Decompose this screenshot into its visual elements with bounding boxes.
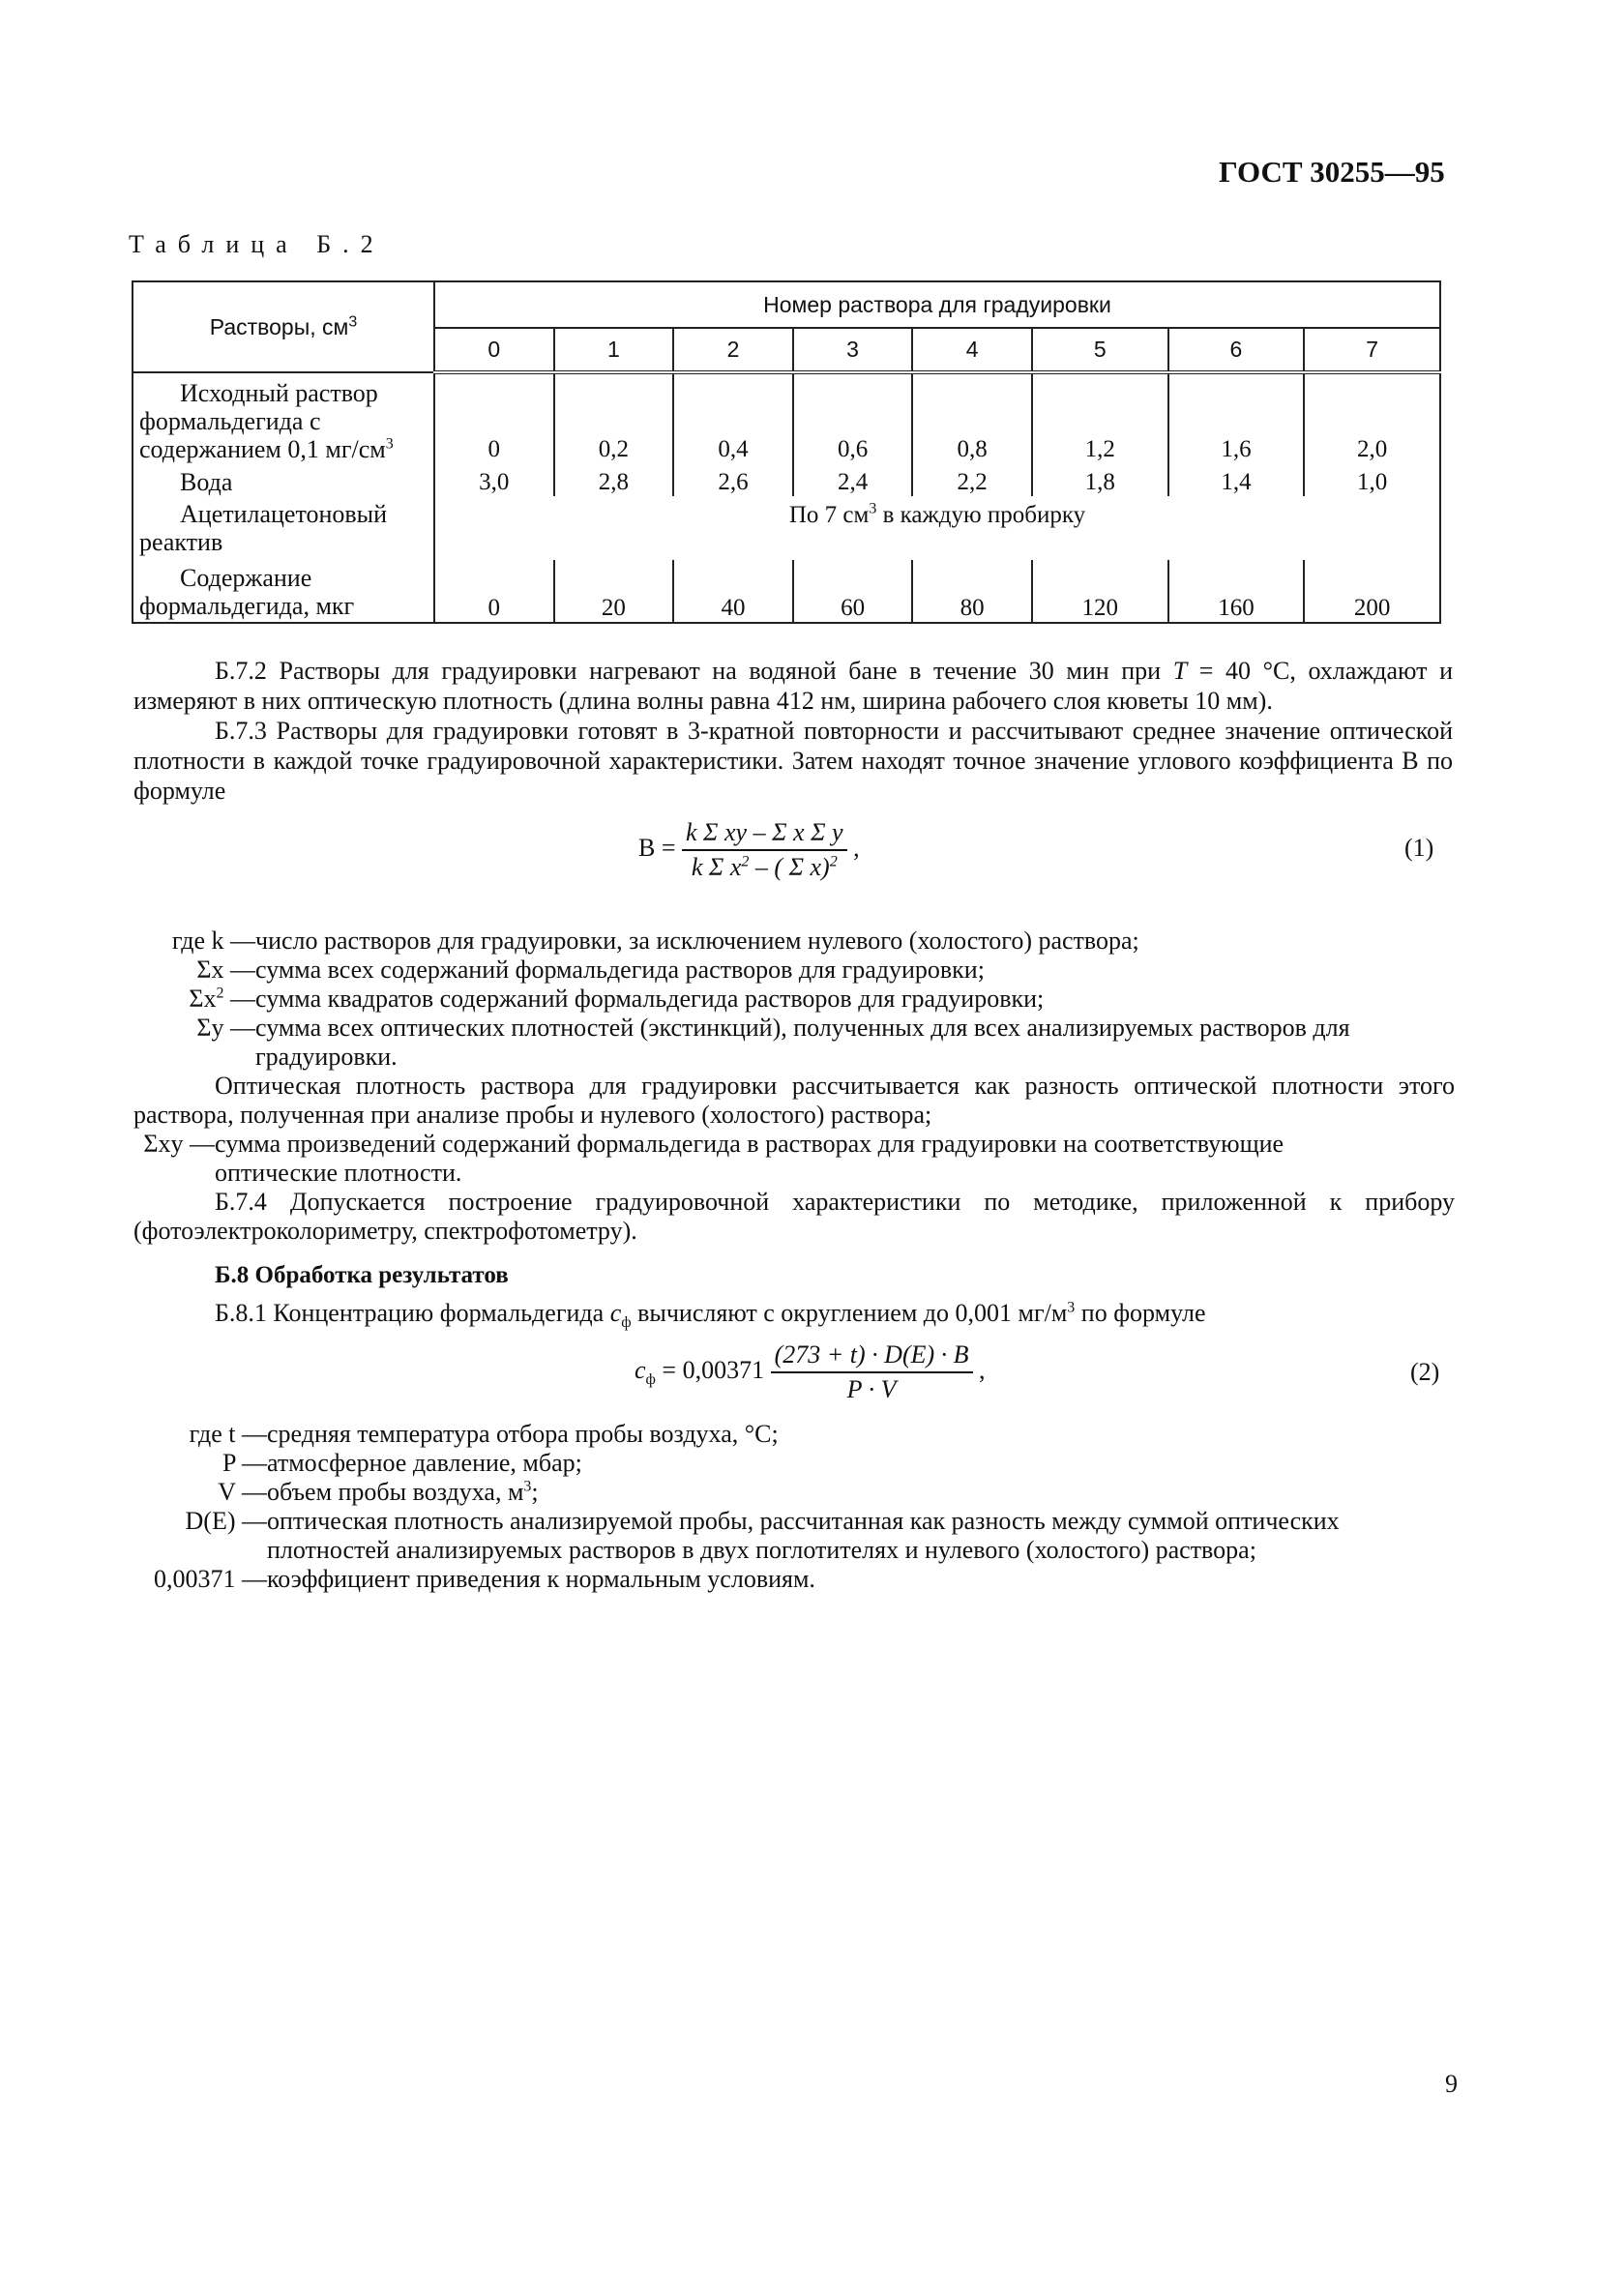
cell: 0 xyxy=(434,560,554,623)
table-row xyxy=(133,560,1440,623)
paragraph-optical: Оптическая плотность раствора для градуировки рассчитывается как разность оптической плотности этого раствора, полученная при анализе пробы и нулевого (холостого) раствора; xyxy=(133,1072,1455,1129)
formula-1: B = $\frac{\text{k Σ xy – Σ x Σ y}}{k \Sigma x^2 - ( \Sigma x)^2}$ , xyxy=(638,818,860,881)
cell: 0,4 xyxy=(673,372,793,463)
table-title: Таблица Б.2 xyxy=(129,230,385,258)
definition-v: V — объем пробы воздуха, $м^3$; xyxy=(218,1478,539,1506)
definition-sum-y: Σy — сумма всех оптических плотностей (экстинкций), полученных для всех анализируемых растворов для градуировки. xyxy=(196,1014,1350,1071)
paragraph-b74: Б.7.4 Допускается построение градуировочной характеристики по методике, приложенной к прибору (фотоэлектроколориметру, спектрофотометру). xyxy=(133,1188,1455,1245)
row-label-reagent: Ацетилацетоновый реактив xyxy=(133,496,434,560)
col-header-7: 7 xyxy=(1304,328,1440,372)
row-label-water: Вода xyxy=(133,463,434,496)
definitions-1 xyxy=(133,927,1455,1246)
cell: 2,0 xyxy=(1304,372,1440,463)
cell: 1,8 xyxy=(1032,463,1168,496)
header-solutions: Растворы, $см^3$ xyxy=(133,281,434,372)
col-header-2: 2 xyxy=(673,328,793,372)
col-header-1: 1 xyxy=(554,328,674,372)
definition-k: где k — число растворов для градуировки, за исключением нулевого (холостого) раствора; xyxy=(171,927,1139,955)
formula-1-number: (1) xyxy=(1404,834,1434,862)
document-id: ГОСТ 30255—95 xyxy=(1219,155,1445,189)
cell: 60 xyxy=(793,560,913,623)
definition-t: где t — средняя температура отбора пробы воздуха, °С; xyxy=(189,1420,779,1448)
table-row xyxy=(133,496,1440,560)
formula-2: $с_ф = 0,00371$ $\frac{(273 + t) \cdot D(E) \cdot B}{P \cdot V}$ , xyxy=(635,1340,986,1403)
cell: 200 xyxy=(1304,560,1440,623)
cell: 0,2 xyxy=(554,372,674,463)
col-header-6: 6 xyxy=(1168,328,1305,372)
cell: 120 xyxy=(1032,560,1168,623)
header-group: Номер раствора для градуировки xyxy=(434,281,1440,328)
cell: 0,8 xyxy=(912,372,1032,463)
cell: 1,0 xyxy=(1304,463,1440,496)
calibration-table xyxy=(132,280,1441,624)
cell: 40 xyxy=(673,560,793,623)
definition-coef: 0,00371 — коэффициент приведения к нормальным условиям. xyxy=(154,1565,815,1593)
row-label-content: Содержание формальдегида, мкг xyxy=(133,560,434,623)
col-header-0: 0 xyxy=(434,328,554,372)
cell: 0 xyxy=(434,372,554,463)
cell: 3,0 xyxy=(434,463,554,496)
cell: 2,8 xyxy=(554,463,674,496)
cell: 1,4 xyxy=(1168,463,1305,496)
definition-sum-x2: $\Sigma x^2$ — сумма квадратов содержаний формальдегида растворов для градуировки; xyxy=(189,985,1045,1013)
cell: 2,4 xyxy=(793,463,913,496)
cell: 20 xyxy=(554,560,674,623)
cell: 2,2 xyxy=(912,463,1032,496)
cell: 1,2 xyxy=(1032,372,1168,463)
cell: 1,6 xyxy=(1168,372,1305,463)
col-header-4: 4 xyxy=(912,328,1032,372)
row-label-stock: Исходный раствор формальдегида с содержанием 0,1 $мг/см^3$ xyxy=(133,372,434,463)
table-row xyxy=(133,372,1440,463)
paragraph-b81: Б.8.1 Концентрацию формальдегида $с_ф$ вычисляют с округлением до 0,001 $мг/м^3$ по формуле xyxy=(215,1299,1206,1332)
page-number: 9 xyxy=(1445,2070,1458,2098)
definitions-2 xyxy=(133,1420,1455,1594)
section-heading-b8: Б.8 Обработка результатов xyxy=(215,1262,509,1288)
definition-p: P — атмосферное давление, мбар; xyxy=(222,1449,582,1477)
reagent-span-cell: По 7 $см^3$ в каждую пробирку xyxy=(434,496,1440,560)
definition-sum-x: Σx — сумма всех содержаний формальдегида растворов для градуировки; xyxy=(196,956,985,984)
cell: 0,6 xyxy=(793,372,913,463)
definition-de: D(E) — оптическая плотность анализируемой пробы, рассчитанная как разность между суммой оптических плотностей анализируемых растворов в двух поглотителях и нулевого (холостого) раствора; xyxy=(185,1507,1340,1564)
formula-2-number: (2) xyxy=(1410,1358,1440,1386)
table-row xyxy=(133,463,1440,496)
cell: 160 xyxy=(1168,560,1305,623)
definition-sum-xy: Σxy — сумма произведений содержаний формальдегида в растворах для градуировки на соответствующие оптические плотности. xyxy=(143,1130,1284,1187)
paragraph-b72: Б.7.2 Растворы для градуировки нагревают на водяной бане в течение 30 мин при T = 40 °С, охлаждают и измеряют в них оптическую плотность (длина волны равна 412 нм, ширина рабочего слоя кюветы 10 мм). xyxy=(133,657,1453,715)
cell: 2,6 xyxy=(673,463,793,496)
cell: 80 xyxy=(912,560,1032,623)
col-header-3: 3 xyxy=(793,328,913,372)
col-header-5: 5 xyxy=(1032,328,1168,372)
paragraph-b73: Б.7.3 Растворы для градуировки готовят в 3-кратной повторности и рассчитывают среднее значение оптической плотности в каждой точке градуировочной характеристики. Затем находят точное значение углового коэффициента В по формуле xyxy=(133,717,1453,805)
